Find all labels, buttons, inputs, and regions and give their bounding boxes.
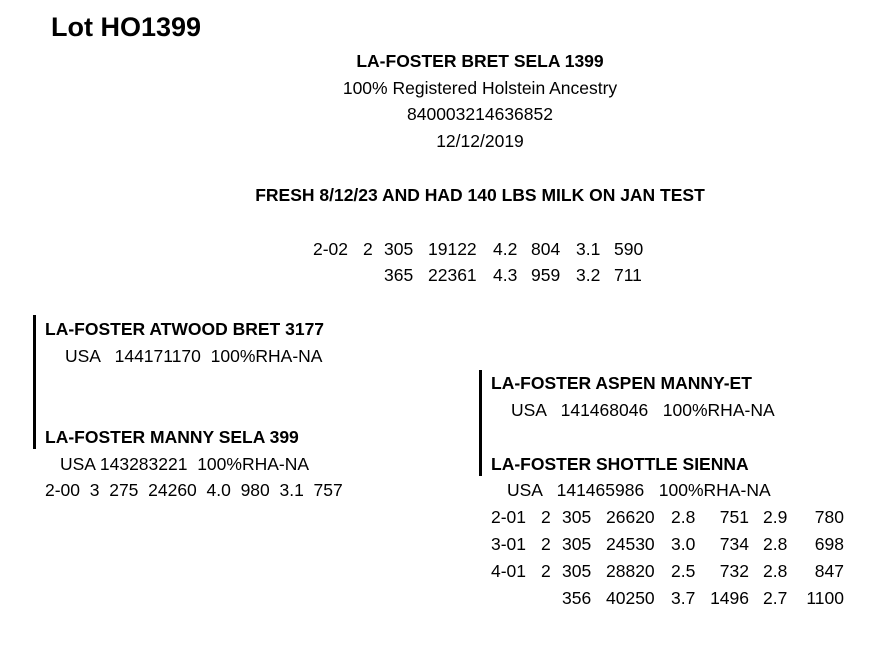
record-lact: 2 bbox=[363, 239, 373, 259]
record-age: 2-01 bbox=[491, 507, 527, 527]
record-pro-pct: 3.2 bbox=[576, 265, 601, 285]
record-pro-pct: 2.8 bbox=[763, 534, 788, 554]
record-fat-pct: 4.3 bbox=[493, 265, 518, 285]
dam-name: LA-FOSTER MANNY SELA 399 bbox=[45, 427, 299, 447]
record-pro: 847 bbox=[814, 561, 844, 581]
record-fat-pct: 4.2 bbox=[493, 239, 518, 259]
record-milk: 40250 bbox=[606, 588, 655, 608]
record-fat-pct: 3.7 bbox=[671, 588, 696, 608]
record-pro-pct: 3.1 bbox=[576, 239, 601, 259]
maternal-grandsire-name: LA-FOSTER ASPEN MANNY-ET bbox=[491, 373, 752, 393]
record-fat: 804 bbox=[531, 239, 561, 259]
record-fat: 1496 bbox=[710, 588, 749, 608]
record-days: 356 bbox=[562, 588, 592, 608]
record-pro-pct: 2.8 bbox=[763, 561, 788, 581]
record-days: 365 bbox=[384, 265, 414, 285]
animal-name: LA-FOSTER BRET SELA 1399 bbox=[356, 51, 604, 71]
record-fat: 734 bbox=[719, 534, 749, 554]
record-days: 305 bbox=[562, 507, 592, 527]
record-days: 305 bbox=[562, 561, 592, 581]
record-pro-pct: 2.7 bbox=[763, 588, 788, 608]
animal-ancestry: 100% Registered Holstein Ancestry bbox=[342, 78, 618, 98]
record-pro: 1100 bbox=[806, 588, 844, 608]
record-pro: 698 bbox=[814, 534, 844, 554]
record-age: 2-02 bbox=[313, 239, 349, 259]
lot-title: Lot HO1399 bbox=[51, 12, 202, 42]
record-milk: 22361 bbox=[428, 265, 477, 285]
sire-name: LA-FOSTER ATWOOD BRET 3177 bbox=[45, 319, 325, 339]
record-lact: 2 bbox=[541, 534, 551, 554]
record-milk: 19122 bbox=[428, 239, 477, 259]
dam-registration: USA 143283221 100%RHA-NA bbox=[60, 454, 310, 474]
record-fat: 959 bbox=[531, 265, 561, 285]
record-fat: 732 bbox=[719, 561, 749, 581]
animal-id: 840003214636852 bbox=[407, 104, 553, 124]
dam-record: 2-00 3 275 24260 4.0 980 3.1 757 bbox=[45, 480, 343, 500]
record-fat-pct: 3.0 bbox=[671, 534, 696, 554]
pedigree-bracket-left bbox=[33, 315, 36, 449]
maternal-grandsire-registration: USA 141468046 100%RHA-NA bbox=[511, 400, 775, 420]
record-age: 4-01 bbox=[491, 561, 527, 581]
record-fat-pct: 2.8 bbox=[671, 507, 696, 527]
maternal-granddam-name: LA-FOSTER SHOTTLE SIENNA bbox=[491, 454, 749, 474]
animal-birth-date: 12/12/2019 bbox=[436, 131, 524, 151]
pedigree-bracket-right bbox=[479, 370, 482, 476]
record-age: 3-01 bbox=[491, 534, 527, 554]
fresh-note: FRESH 8/12/23 AND HAD 140 LBS MILK ON JAN TEST bbox=[255, 185, 705, 205]
record-pro: 780 bbox=[814, 507, 844, 527]
record-milk: 26620 bbox=[606, 507, 655, 527]
record-fat: 751 bbox=[719, 507, 749, 527]
record-fat-pct: 2.5 bbox=[671, 561, 696, 581]
record-milk: 24530 bbox=[606, 534, 655, 554]
record-days: 305 bbox=[562, 534, 592, 554]
record-pro: 590 bbox=[614, 239, 644, 259]
record-milk: 28820 bbox=[606, 561, 655, 581]
maternal-granddam-registration: USA 141465986 100%RHA-NA bbox=[507, 480, 771, 500]
record-pro-pct: 2.9 bbox=[763, 507, 788, 527]
record-lact: 2 bbox=[541, 561, 551, 581]
record-days: 305 bbox=[384, 239, 414, 259]
sire-registration: USA 144171170 100%RHA-NA bbox=[65, 346, 323, 366]
record-pro: 711 bbox=[614, 265, 642, 285]
record-lact: 2 bbox=[541, 507, 551, 527]
